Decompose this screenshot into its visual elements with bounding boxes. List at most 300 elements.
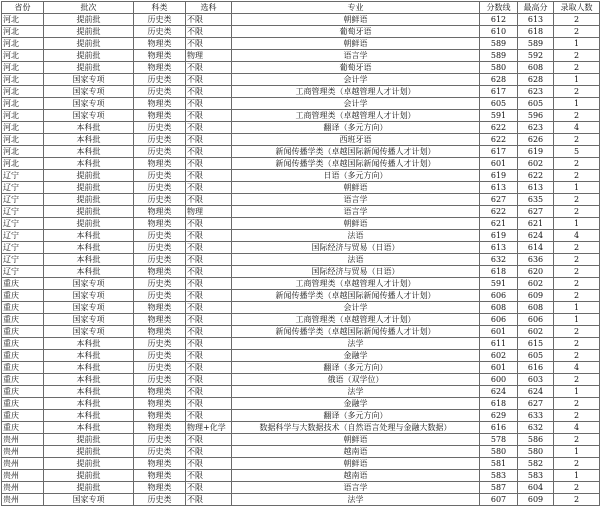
cutoff-score-cell: 618: [480, 398, 518, 410]
major-cell: 国际经济与贸易（日语）: [232, 266, 480, 278]
province-cell: 河北: [2, 62, 44, 74]
admitted-count-cell: 2: [554, 50, 600, 62]
province-cell: 辽宁: [2, 242, 44, 254]
cutoff-score-cell: 581: [480, 458, 518, 470]
table-row: [2, 410, 600, 422]
highest-score-cell: 613: [518, 14, 554, 26]
highest-score-cell: 596: [518, 110, 554, 122]
admissions-score-table: [1, 1, 600, 506]
highest-score-cell: 623: [518, 122, 554, 134]
admitted-count-cell: 2: [554, 62, 600, 74]
subject-category-cell: 物理类: [134, 266, 186, 278]
highest-score-cell: 583: [518, 470, 554, 482]
table-row: [2, 170, 600, 182]
batch-cell: 提前批: [44, 14, 134, 26]
table-row: [2, 74, 600, 86]
table-row: [2, 194, 600, 206]
subject-requirement-cell: 不限: [186, 398, 232, 410]
subject-category-cell: 历史类: [134, 146, 186, 158]
cutoff-score-cell: 605: [480, 98, 518, 110]
subject-category-cell: 物理类: [134, 326, 186, 338]
province-cell: 重庆: [2, 398, 44, 410]
major-cell: 法语: [232, 230, 480, 242]
subject-category-cell: 历史类: [134, 230, 186, 242]
batch-cell: 国家专项: [44, 98, 134, 110]
subject-requirement-cell: 不限: [186, 254, 232, 266]
subject-requirement-cell: 不限: [186, 194, 232, 206]
subject-requirement-cell: 不限: [186, 158, 232, 170]
subject-category-cell: 历史类: [134, 14, 186, 26]
batch-cell: 本科批: [44, 134, 134, 146]
major-cell: 葡萄牙语: [232, 62, 480, 74]
subject-requirement-cell: 不限: [186, 146, 232, 158]
province-cell: 河北: [2, 98, 44, 110]
province-cell: 重庆: [2, 278, 44, 290]
batch-cell: 提前批: [44, 194, 134, 206]
subject-requirement-cell: 不限: [186, 242, 232, 254]
highest-score-cell: 603: [518, 374, 554, 386]
admitted-count-cell: 4: [554, 422, 600, 434]
highest-score-cell: 582: [518, 458, 554, 470]
province-cell: 重庆: [2, 290, 44, 302]
major-cell: 西班牙语: [232, 134, 480, 146]
admitted-count-cell: 2: [554, 158, 600, 170]
table-row: [2, 26, 600, 38]
header-major: 专业: [232, 2, 480, 14]
admitted-count-cell: 1: [554, 182, 600, 194]
subject-category-cell: 历史类: [134, 74, 186, 86]
batch-cell: 国家专项: [44, 278, 134, 290]
subject-requirement-cell: 物理+化学: [186, 422, 232, 434]
highest-score-cell: 580: [518, 446, 554, 458]
province-cell: 重庆: [2, 386, 44, 398]
subject-requirement-cell: 不限: [186, 314, 232, 326]
batch-cell: 本科批: [44, 266, 134, 278]
batch-cell: 提前批: [44, 218, 134, 230]
province-cell: 河北: [2, 86, 44, 98]
subject-category-cell: 历史类: [134, 494, 186, 506]
subject-category-cell: 历史类: [134, 350, 186, 362]
batch-cell: 本科批: [44, 422, 134, 434]
cutoff-score-cell: 622: [480, 206, 518, 218]
table-row: [2, 398, 600, 410]
cutoff-score-cell: 612: [480, 14, 518, 26]
cutoff-score-cell: 629: [480, 410, 518, 422]
subject-requirement-cell: 不限: [186, 434, 232, 446]
highest-score-cell: 616: [518, 362, 554, 374]
cutoff-score-cell: 608: [480, 302, 518, 314]
admitted-count-cell: 2: [554, 266, 600, 278]
major-cell: 工商管理类（卓越管理人才计划）: [232, 110, 480, 122]
subject-requirement-cell: 不限: [186, 362, 232, 374]
subject-requirement-cell: 不限: [186, 374, 232, 386]
subject-requirement-cell: 不限: [186, 386, 232, 398]
subject-requirement-cell: 不限: [186, 110, 232, 122]
major-cell: 翻译（多元方向）: [232, 362, 480, 374]
major-cell: 金融学: [232, 398, 480, 410]
admitted-count-cell: 2: [554, 254, 600, 266]
table-row: [2, 218, 600, 230]
province-cell: 贵州: [2, 434, 44, 446]
batch-cell: 本科批: [44, 350, 134, 362]
major-cell: 越南语: [232, 470, 480, 482]
header-province: 省份: [2, 2, 44, 14]
subject-requirement-cell: 不限: [186, 326, 232, 338]
major-cell: 语言学: [232, 482, 480, 494]
province-cell: 重庆: [2, 302, 44, 314]
cutoff-score-cell: 611: [480, 338, 518, 350]
table-row: [2, 422, 600, 434]
subject-requirement-cell: 不限: [186, 410, 232, 422]
batch-cell: 提前批: [44, 482, 134, 494]
highest-score-cell: 589: [518, 38, 554, 50]
batch-cell: 国家专项: [44, 74, 134, 86]
batch-cell: 提前批: [44, 62, 134, 74]
table-header-row: [2, 2, 600, 14]
subject-category-cell: 历史类: [134, 374, 186, 386]
highest-score-cell: 620: [518, 266, 554, 278]
province-cell: 重庆: [2, 338, 44, 350]
highest-score-cell: 605: [518, 98, 554, 110]
cutoff-score-cell: 591: [480, 278, 518, 290]
batch-cell: 国家专项: [44, 314, 134, 326]
major-cell: 俄语（双学位）: [232, 374, 480, 386]
admitted-count-cell: 2: [554, 26, 600, 38]
major-cell: 法语: [232, 254, 480, 266]
admitted-count-cell: 1: [554, 74, 600, 86]
cutoff-score-cell: 606: [480, 314, 518, 326]
admitted-count-cell: 1: [554, 314, 600, 326]
subject-category-cell: 物理类: [134, 206, 186, 218]
table-row: [2, 146, 600, 158]
subject-category-cell: 历史类: [134, 338, 186, 350]
highest-score-cell: 627: [518, 398, 554, 410]
header-cutoff-score: 分数线: [480, 2, 518, 14]
province-cell: 重庆: [2, 326, 44, 338]
cutoff-score-cell: 601: [480, 326, 518, 338]
batch-cell: 提前批: [44, 470, 134, 482]
major-cell: 法学: [232, 386, 480, 398]
table-row: [2, 38, 600, 50]
subject-category-cell: 物理类: [134, 218, 186, 230]
table-row: [2, 314, 600, 326]
major-cell: 会计学: [232, 98, 480, 110]
cutoff-score-cell: 600: [480, 374, 518, 386]
admitted-count-cell: 2: [554, 206, 600, 218]
subject-category-cell: 历史类: [134, 446, 186, 458]
cutoff-score-cell: 619: [480, 230, 518, 242]
major-cell: 翻译（多元方向）: [232, 410, 480, 422]
province-cell: 河北: [2, 158, 44, 170]
province-cell: 河北: [2, 134, 44, 146]
highest-score-cell: 609: [518, 290, 554, 302]
province-cell: 贵州: [2, 482, 44, 494]
table-row: [2, 122, 600, 134]
subject-category-cell: 物理类: [134, 314, 186, 326]
cutoff-score-cell: 632: [480, 254, 518, 266]
cutoff-score-cell: 587: [480, 482, 518, 494]
header-batch: 批次: [44, 2, 134, 14]
highest-score-cell: 609: [518, 494, 554, 506]
cutoff-score-cell: 602: [480, 350, 518, 362]
batch-cell: 本科批: [44, 410, 134, 422]
admitted-count-cell: 1: [554, 386, 600, 398]
header-admitted-count: 录取人数: [554, 2, 600, 14]
subject-category-cell: 物理类: [134, 386, 186, 398]
admitted-count-cell: 2: [554, 170, 600, 182]
admitted-count-cell: 2: [554, 278, 600, 290]
highest-score-cell: 627: [518, 206, 554, 218]
admitted-count-cell: 1: [554, 38, 600, 50]
table-row: [2, 230, 600, 242]
admitted-count-cell: 2: [554, 326, 600, 338]
cutoff-score-cell: 628: [480, 74, 518, 86]
province-cell: 辽宁: [2, 230, 44, 242]
cutoff-score-cell: 591: [480, 110, 518, 122]
major-cell: 朝鲜语: [232, 458, 480, 470]
major-cell: 会计学: [232, 74, 480, 86]
batch-cell: 本科批: [44, 146, 134, 158]
province-cell: 河北: [2, 26, 44, 38]
batch-cell: 本科批: [44, 338, 134, 350]
admitted-count-cell: 5: [554, 146, 600, 158]
admitted-count-cell: 2: [554, 134, 600, 146]
table-row: [2, 482, 600, 494]
batch-cell: 提前批: [44, 170, 134, 182]
admitted-count-cell: 2: [554, 410, 600, 422]
cutoff-score-cell: 618: [480, 266, 518, 278]
batch-cell: 提前批: [44, 182, 134, 194]
cutoff-score-cell: 583: [480, 470, 518, 482]
subject-category-cell: 历史类: [134, 26, 186, 38]
major-cell: 金融学: [232, 350, 480, 362]
province-cell: 重庆: [2, 362, 44, 374]
subject-category-cell: 历史类: [134, 242, 186, 254]
cutoff-score-cell: 613: [480, 242, 518, 254]
province-cell: 河北: [2, 50, 44, 62]
admitted-count-cell: 2: [554, 242, 600, 254]
subject-category-cell: 物理类: [134, 158, 186, 170]
cutoff-score-cell: 580: [480, 62, 518, 74]
subject-requirement-cell: 不限: [186, 170, 232, 182]
subject-requirement-cell: 不限: [186, 230, 232, 242]
table-row: [2, 326, 600, 338]
batch-cell: 国家专项: [44, 326, 134, 338]
province-cell: 河北: [2, 14, 44, 26]
admitted-count-cell: 2: [554, 458, 600, 470]
batch-cell: 国家专项: [44, 302, 134, 314]
major-cell: 法学: [232, 494, 480, 506]
province-cell: 辽宁: [2, 170, 44, 182]
table-row: [2, 350, 600, 362]
table-row: [2, 470, 600, 482]
subject-requirement-cell: 不限: [186, 134, 232, 146]
major-cell: 法学: [232, 338, 480, 350]
subject-category-cell: 历史类: [134, 290, 186, 302]
table-row: [2, 50, 600, 62]
batch-cell: 提前批: [44, 26, 134, 38]
province-cell: 重庆: [2, 350, 44, 362]
highest-score-cell: 586: [518, 434, 554, 446]
subject-requirement-cell: 不限: [186, 218, 232, 230]
cutoff-score-cell: 616: [480, 422, 518, 434]
table-row: [2, 98, 600, 110]
table-row: [2, 362, 600, 374]
admitted-count-cell: 2: [554, 434, 600, 446]
subject-requirement-cell: 不限: [186, 290, 232, 302]
highest-score-cell: 619: [518, 146, 554, 158]
table-row: [2, 386, 600, 398]
subject-category-cell: 物理类: [134, 62, 186, 74]
province-cell: 河北: [2, 74, 44, 86]
subject-category-cell: 历史类: [134, 122, 186, 134]
admitted-count-cell: 1: [554, 446, 600, 458]
subject-requirement-cell: 不限: [186, 482, 232, 494]
table-row: [2, 14, 600, 26]
highest-score-cell: 632: [518, 422, 554, 434]
admitted-count-cell: 1: [554, 470, 600, 482]
cutoff-score-cell: 610: [480, 26, 518, 38]
subject-requirement-cell: 不限: [186, 14, 232, 26]
highest-score-cell: 621: [518, 218, 554, 230]
province-cell: 贵州: [2, 470, 44, 482]
table-row: [2, 446, 600, 458]
province-cell: 重庆: [2, 422, 44, 434]
subject-category-cell: 物理类: [134, 422, 186, 434]
batch-cell: 提前批: [44, 50, 134, 62]
batch-cell: 本科批: [44, 254, 134, 266]
admitted-count-cell: 4: [554, 122, 600, 134]
table-row: [2, 374, 600, 386]
major-cell: 朝鲜语: [232, 434, 480, 446]
highest-score-cell: 624: [518, 230, 554, 242]
major-cell: 工商管理类（卓越管理人才计划）: [232, 86, 480, 98]
subject-category-cell: 物理类: [134, 302, 186, 314]
subject-category-cell: 物理类: [134, 482, 186, 494]
cutoff-score-cell: 606: [480, 290, 518, 302]
table-row: [2, 266, 600, 278]
table-row: [2, 182, 600, 194]
major-cell: 新闻传播学类（卓越国际新闻传播人才计划）: [232, 326, 480, 338]
batch-cell: 本科批: [44, 158, 134, 170]
highest-score-cell: 602: [518, 326, 554, 338]
highest-score-cell: 614: [518, 242, 554, 254]
subject-category-cell: 物理类: [134, 38, 186, 50]
table-row: [2, 338, 600, 350]
admitted-count-cell: 4: [554, 362, 600, 374]
admitted-count-cell: 1: [554, 218, 600, 230]
table-row: [2, 494, 600, 506]
header-highest-score: 最高分: [518, 2, 554, 14]
admitted-count-cell: 2: [554, 194, 600, 206]
subject-category-cell: 历史类: [134, 134, 186, 146]
highest-score-cell: 635: [518, 194, 554, 206]
major-cell: 朝鲜语: [232, 14, 480, 26]
batch-cell: 本科批: [44, 386, 134, 398]
batch-cell: 提前批: [44, 38, 134, 50]
admitted-count-cell: 4: [554, 230, 600, 242]
province-cell: 重庆: [2, 314, 44, 326]
admitted-count-cell: 2: [554, 110, 600, 122]
admitted-count-cell: 2: [554, 494, 600, 506]
header-subject-requirement: 选科: [186, 2, 232, 14]
admitted-count-cell: 1: [554, 302, 600, 314]
highest-score-cell: 624: [518, 386, 554, 398]
cutoff-score-cell: 607: [480, 494, 518, 506]
cutoff-score-cell: 619: [480, 170, 518, 182]
batch-cell: 本科批: [44, 242, 134, 254]
subject-category-cell: 物理类: [134, 470, 186, 482]
province-cell: 辽宁: [2, 218, 44, 230]
subject-category-cell: 物理类: [134, 50, 186, 62]
major-cell: 语言学: [232, 50, 480, 62]
cutoff-score-cell: 589: [480, 50, 518, 62]
batch-cell: 提前批: [44, 434, 134, 446]
subject-requirement-cell: 不限: [186, 182, 232, 194]
major-cell: 国际经济与贸易（日语）: [232, 242, 480, 254]
subject-category-cell: 历史类: [134, 194, 186, 206]
batch-cell: 本科批: [44, 374, 134, 386]
admitted-count-cell: 2: [554, 350, 600, 362]
major-cell: 朝鲜语: [232, 38, 480, 50]
cutoff-score-cell: 601: [480, 158, 518, 170]
province-cell: 河北: [2, 122, 44, 134]
table-row: [2, 242, 600, 254]
highest-score-cell: 605: [518, 350, 554, 362]
highest-score-cell: 602: [518, 278, 554, 290]
batch-cell: 国家专项: [44, 110, 134, 122]
table-row: [2, 134, 600, 146]
highest-score-cell: 628: [518, 74, 554, 86]
batch-cell: 国家专项: [44, 86, 134, 98]
subject-requirement-cell: 不限: [186, 338, 232, 350]
subject-requirement-cell: 不限: [186, 446, 232, 458]
subject-requirement-cell: 不限: [186, 470, 232, 482]
subject-category-cell: 物理类: [134, 110, 186, 122]
subject-requirement-cell: 不限: [186, 350, 232, 362]
table-row: [2, 86, 600, 98]
highest-score-cell: 626: [518, 134, 554, 146]
highest-score-cell: 636: [518, 254, 554, 266]
province-cell: 河北: [2, 146, 44, 158]
subject-requirement-cell: 不限: [186, 458, 232, 470]
cutoff-score-cell: 627: [480, 194, 518, 206]
major-cell: 新闻传播学类（卓越国际新闻传播人才计划）: [232, 146, 480, 158]
major-cell: 葡萄牙语: [232, 26, 480, 38]
province-cell: 河北: [2, 110, 44, 122]
subject-requirement-cell: 物理: [186, 50, 232, 62]
subject-requirement-cell: 不限: [186, 266, 232, 278]
province-cell: 贵州: [2, 458, 44, 470]
highest-score-cell: 608: [518, 302, 554, 314]
cutoff-score-cell: 622: [480, 122, 518, 134]
major-cell: 工商管理类（卓越管理人才计划）: [232, 314, 480, 326]
cutoff-score-cell: 617: [480, 86, 518, 98]
major-cell: 工商管理类（卓越管理人才计划）: [232, 278, 480, 290]
subject-requirement-cell: 不限: [186, 62, 232, 74]
cutoff-score-cell: 621: [480, 218, 518, 230]
subject-category-cell: 物理类: [134, 98, 186, 110]
cutoff-score-cell: 578: [480, 434, 518, 446]
subject-category-cell: 历史类: [134, 254, 186, 266]
major-cell: 数据科学与大数据技术（自然语言处理与金融大数据）: [232, 422, 480, 434]
highest-score-cell: 623: [518, 86, 554, 98]
table-row: [2, 110, 600, 122]
major-cell: 日语（多元方向）: [232, 170, 480, 182]
table-row: [2, 290, 600, 302]
province-cell: 贵州: [2, 494, 44, 506]
subject-requirement-cell: 不限: [186, 494, 232, 506]
